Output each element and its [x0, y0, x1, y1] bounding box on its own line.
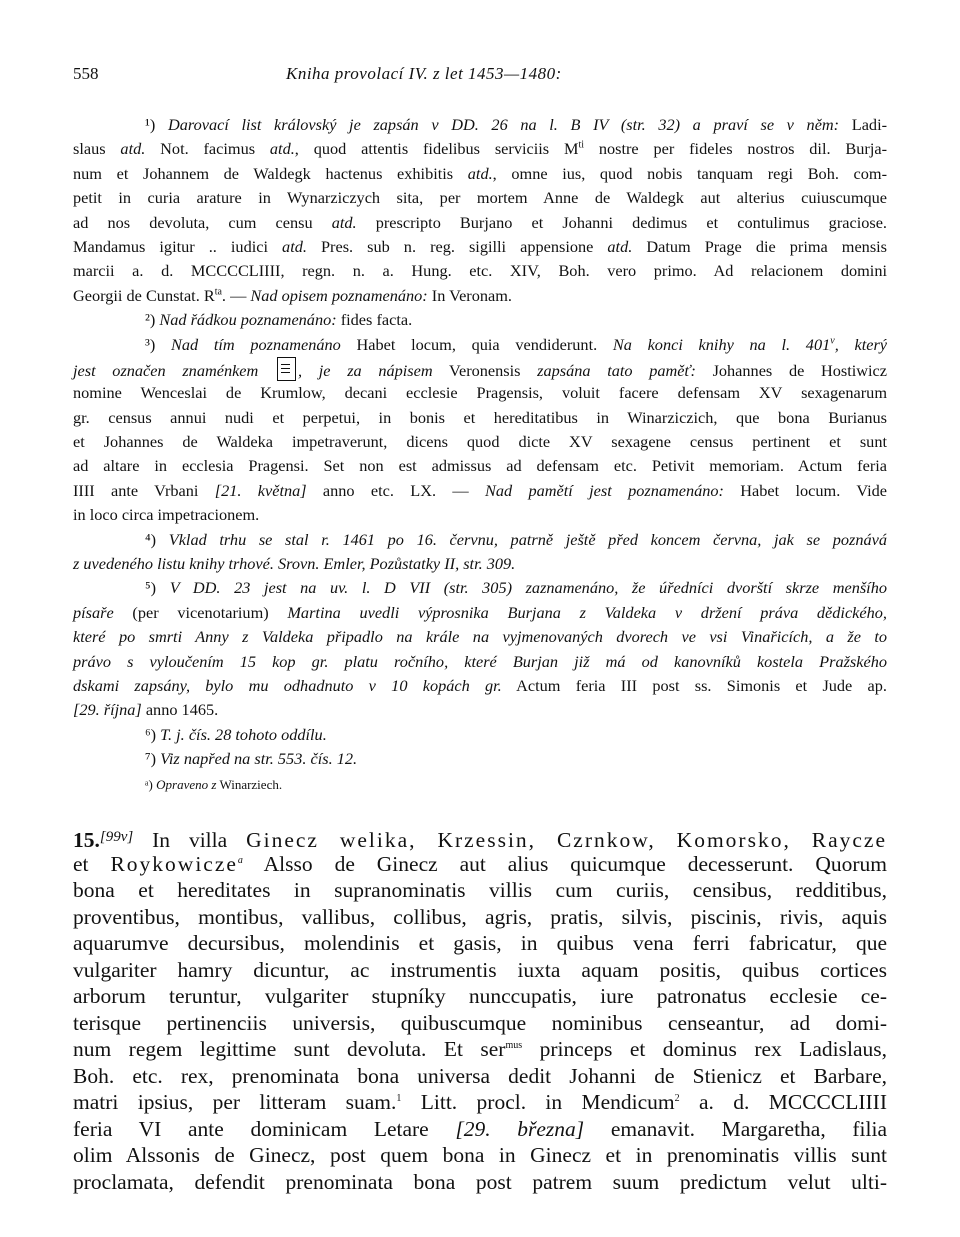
text-span: num regem legittime sunt devoluta. Et ser [73, 1037, 506, 1061]
manuscript-sign-icon [277, 357, 296, 381]
footnote-text: atd. [331, 212, 357, 232]
footnote-text: [29. října] [73, 700, 142, 720]
footnote-line [73, 601, 887, 625]
footnote-line [73, 698, 887, 722]
folio-reference: [99v] [99, 829, 134, 845]
footnote-line [73, 772, 887, 796]
footnote-line [73, 723, 887, 747]
footnote-text: slaus [73, 139, 121, 159]
footnote-text: jest označen znaménkem [73, 360, 259, 380]
footnote-line [73, 235, 887, 259]
footnotes-block [73, 113, 887, 796]
footnote-text: Datum Prage die prima mensis [632, 236, 888, 256]
footnote-text: . — [221, 285, 251, 305]
footnote-marker: ᵃ) [145, 776, 157, 792]
footnote-text: T. j. čís. 28 tohoto oddílu. [160, 724, 327, 744]
text-span: Alsso de Ginecz aut alius quicumque decesserunt. Quorum [242, 851, 887, 876]
text-span: princeps et dominus rex Ladislaus, [522, 1037, 887, 1061]
footnote-line [73, 357, 887, 381]
footnote-text: IIII ante Vrbani [73, 480, 215, 500]
footnote-text: anno 1465. [141, 700, 219, 720]
footnote-text: atd. [120, 139, 146, 159]
footnote-text: Nad pamětí jest poznamenáno: [485, 480, 724, 500]
footnote-line [73, 211, 887, 235]
footnote-line [73, 162, 887, 186]
footnote-line [73, 137, 887, 161]
footnote-text: Nad řádkou poznamenáno: [159, 310, 337, 330]
text-span: matri ipsius, per litteram suam. [73, 1090, 397, 1114]
footnote-text: Opraveno z [156, 776, 217, 792]
text-line: Boh. etc. rex, prenominata bona universa dedit Johanni de Stienicz et Barbare, [73, 1063, 887, 1088]
footnote-text: Martina uvedli výprosnika Burjana z Valdeka v držení práva dědického, [287, 602, 887, 622]
footnote-line [73, 674, 887, 698]
place-names: Roykowicze [110, 851, 238, 876]
footnote-text: Ladi- [839, 115, 888, 134]
footnote-text: Viz napřed na str. 553. čís. 12. [160, 749, 358, 769]
text-line: olim Alssonis de Ginecz, post quem bona in Ginecz et in prenominatis villis sunt [73, 1143, 887, 1167]
footnote-text: zapsána tato paměť: [537, 360, 696, 380]
footnote-line: které po smrti Anny z Valdeka připadlo na krále na vyjmenovaných dvorech ve vsi Vinařicích, a že to [73, 627, 887, 647]
text-span: [29. března] [455, 1116, 585, 1141]
footnote-line [73, 113, 887, 137]
footnote-line [73, 479, 887, 503]
footnote-line [73, 528, 887, 552]
footnote-marker: ²) [145, 310, 160, 330]
running-title: Kniha provolací IV. z let 1453—1480: [286, 64, 562, 83]
footnote-text: Vklad trhu se stal r. 1461 po 16. červnu, patrně ještě před koncem června, jak se poznává [168, 529, 888, 549]
superscript: ta [214, 286, 222, 298]
footnote-text: num et Johannem de Waldegk hactenus exhibitis [73, 163, 468, 183]
page-header [73, 64, 887, 88]
footnote-text: atd. [607, 236, 633, 256]
footnote-text: , quod attentis fidelibus serviciis M [294, 139, 579, 159]
page-number: 558 [73, 64, 99, 83]
text-line: bona et hereditates in supranominatis villis cum curiis, censibus, redditibus, [73, 878, 887, 902]
footnote-text: písaře [73, 602, 114, 622]
footnote-marker: ³) [145, 334, 172, 354]
footnote-text: atd. [269, 139, 295, 159]
footnote-text: (per vicenotarium) [113, 602, 288, 622]
footnote-text: prescripto Burjano et Johanni dedimus et contulimus graciose. [356, 212, 887, 232]
text-line: terisque pertinenciis universis, quibuscumque nominibus censeantur, ad domi- [73, 1010, 887, 1035]
footnote-line: et Johannes de Waldeka impetraverunt, dicens quod dicte XV sexagene census pertinent et sunt [73, 432, 887, 452]
section-number: 15. [73, 828, 100, 852]
footnote-line [73, 747, 887, 771]
text-span: a. d. MCCCCLIIII [679, 1090, 887, 1114]
footnote-text: Georgii de Cunstat. R [73, 285, 215, 305]
footnote-line: z uvedeného listu knihy trhové. Srovn. Emler, Pozůstatky II, str. 309. [73, 554, 516, 574]
superscript: mus [505, 1039, 523, 1051]
footnote-text: Nad tím poznamenáno [171, 334, 341, 354]
text-span: et [73, 851, 111, 876]
footnote-text: atd. [467, 163, 493, 183]
text-line: proventibus, montibus, vallibus, collibus, agris, pratis, silvis, piscinis, rivis, aquis [73, 904, 887, 929]
text-span: feria VI ante dominicam Letare [73, 1116, 456, 1141]
footnote-marker: ¹) [145, 115, 168, 134]
footnote-text: Johannes de Hostiwicz [695, 360, 888, 380]
footnote-text: [21. května] [214, 480, 307, 500]
footnote-text: V DD. 23 jest na uv. l. D VII (str. 305) zaznamenáno, že úředníci dvorští skrze menšího [169, 578, 887, 598]
footnote-text: anno etc. LX. — [306, 480, 486, 500]
footnote-line: marcii a. d. MCCCCLIIII, regn. n. a. Hung. etc. XIV, Boh. vero primo. Ad relacionem domini [73, 261, 887, 281]
footnote-text: Pres. sub n. reg. sigilli appensione [306, 236, 608, 256]
footnote-text: fides facta. [336, 310, 413, 330]
footnote-marker: ⁵) [145, 578, 170, 598]
text-line: proclamata, defendit prenominata bona post patrem suum predictum velut ulti- [73, 1169, 887, 1194]
footnote-line: petit in curia arature in Wynarziczych sita, per mortem Anne de Waldegk aut alterius cuiuscumque [73, 188, 887, 208]
footnote-marker: ⁴) [145, 529, 169, 549]
footnote-text: Winarziech. [216, 776, 283, 792]
footnote-marker: ⁶) [145, 724, 161, 744]
superscript: 2 [674, 1092, 680, 1104]
footnote-text: Actum feria III post ss. Simonis et Jude ap. [501, 675, 887, 695]
footnote-line: gr. census annui nudi et perpetui, in bonis et hereditatibus in Winarziczich, que bona Burianus [73, 407, 887, 427]
text-line: arborum teruntur, vulgariter stupníky nunccupatis, iure patronatus ecclesie ce- [73, 984, 887, 1008]
text-span: Litt. procl. in Mendicum [401, 1090, 675, 1114]
footnote-line [73, 333, 887, 357]
footnote-text: dskami zapsány, bylo mu odhadnuto v 10 kopách gr. [73, 675, 502, 695]
text-line [73, 1089, 887, 1116]
footnote-text: Habet locum. Vide [723, 480, 887, 500]
superscript: v [830, 335, 835, 347]
footnote-text: Veronensis [432, 360, 538, 380]
text-span: emanavit. Margaretha, filia [584, 1116, 887, 1141]
superscript: 1 [396, 1092, 402, 1104]
footnote-text: Na konci knihy na l. 401 [612, 334, 831, 354]
footnote-text: , který [834, 334, 888, 354]
footnote-text: atd. [282, 236, 307, 256]
main-text [73, 824, 887, 1195]
footnote-line [73, 576, 887, 600]
footnote-text: Darovací list královský je zapsán v DD. 26 na l. B IV (str. 32) a praví se v něm: [167, 115, 840, 134]
footnote-line: právo s vyloučením 15 kop gr. platu ročního, které Burjan již má od kanovníků kostela Pražského [73, 651, 887, 671]
text-span: In villa [133, 828, 247, 852]
text-line: aquarumve decursibus, molendinis et gasis, in quibus vena ferri fabricatur, que [73, 931, 887, 955]
footnote-text: , omne ius, quod nobis tanquam regi Boh. com- [492, 163, 887, 183]
superscript: ti [578, 139, 584, 151]
place-names: Ginecz welika, Krzessin, Czrnkow, Komorsko, Raycze [246, 828, 887, 852]
footnote-marker: ⁷) [145, 749, 161, 769]
text-line: vulgariter hamry dicuntur, ac instrumentis iuxta aquam positis, quibus cortices [73, 957, 887, 982]
footnote-text: Mandamus igitur .. iudici [73, 236, 283, 256]
footnote-text: Nad opisem poznamenáno: [250, 285, 428, 305]
footnote-text: Not. facimus [145, 139, 270, 159]
footnote-text: In Veronam. [427, 285, 512, 305]
text-line [73, 824, 887, 851]
footnote-text: nostre per fideles nostros dil. Burja- [584, 139, 887, 159]
text-line [73, 1116, 887, 1143]
text-line [73, 851, 887, 878]
footnote-line [73, 284, 887, 308]
footnote-line: in loco circa impetracionem. [73, 505, 260, 525]
footnote-text: Habet locum, quia vendiderunt. [340, 334, 613, 354]
footnote-line: ad altare in ecclesia Pragensi. Set non est admissus ad defensam etc. Petivit memoriam. Actum feria [73, 456, 887, 476]
footnote-line: nomine Wenceslai de Krumlow, decani ecclesie Pragensis, voluit facere defensam XV sexagenarum [73, 383, 887, 403]
footnote-text: , je za nápisem [298, 360, 433, 380]
footnote-line [73, 308, 887, 332]
superscript: a [237, 854, 243, 866]
text-line [73, 1036, 887, 1063]
footnote-text: ad nos devoluta, cum censu [73, 212, 332, 232]
